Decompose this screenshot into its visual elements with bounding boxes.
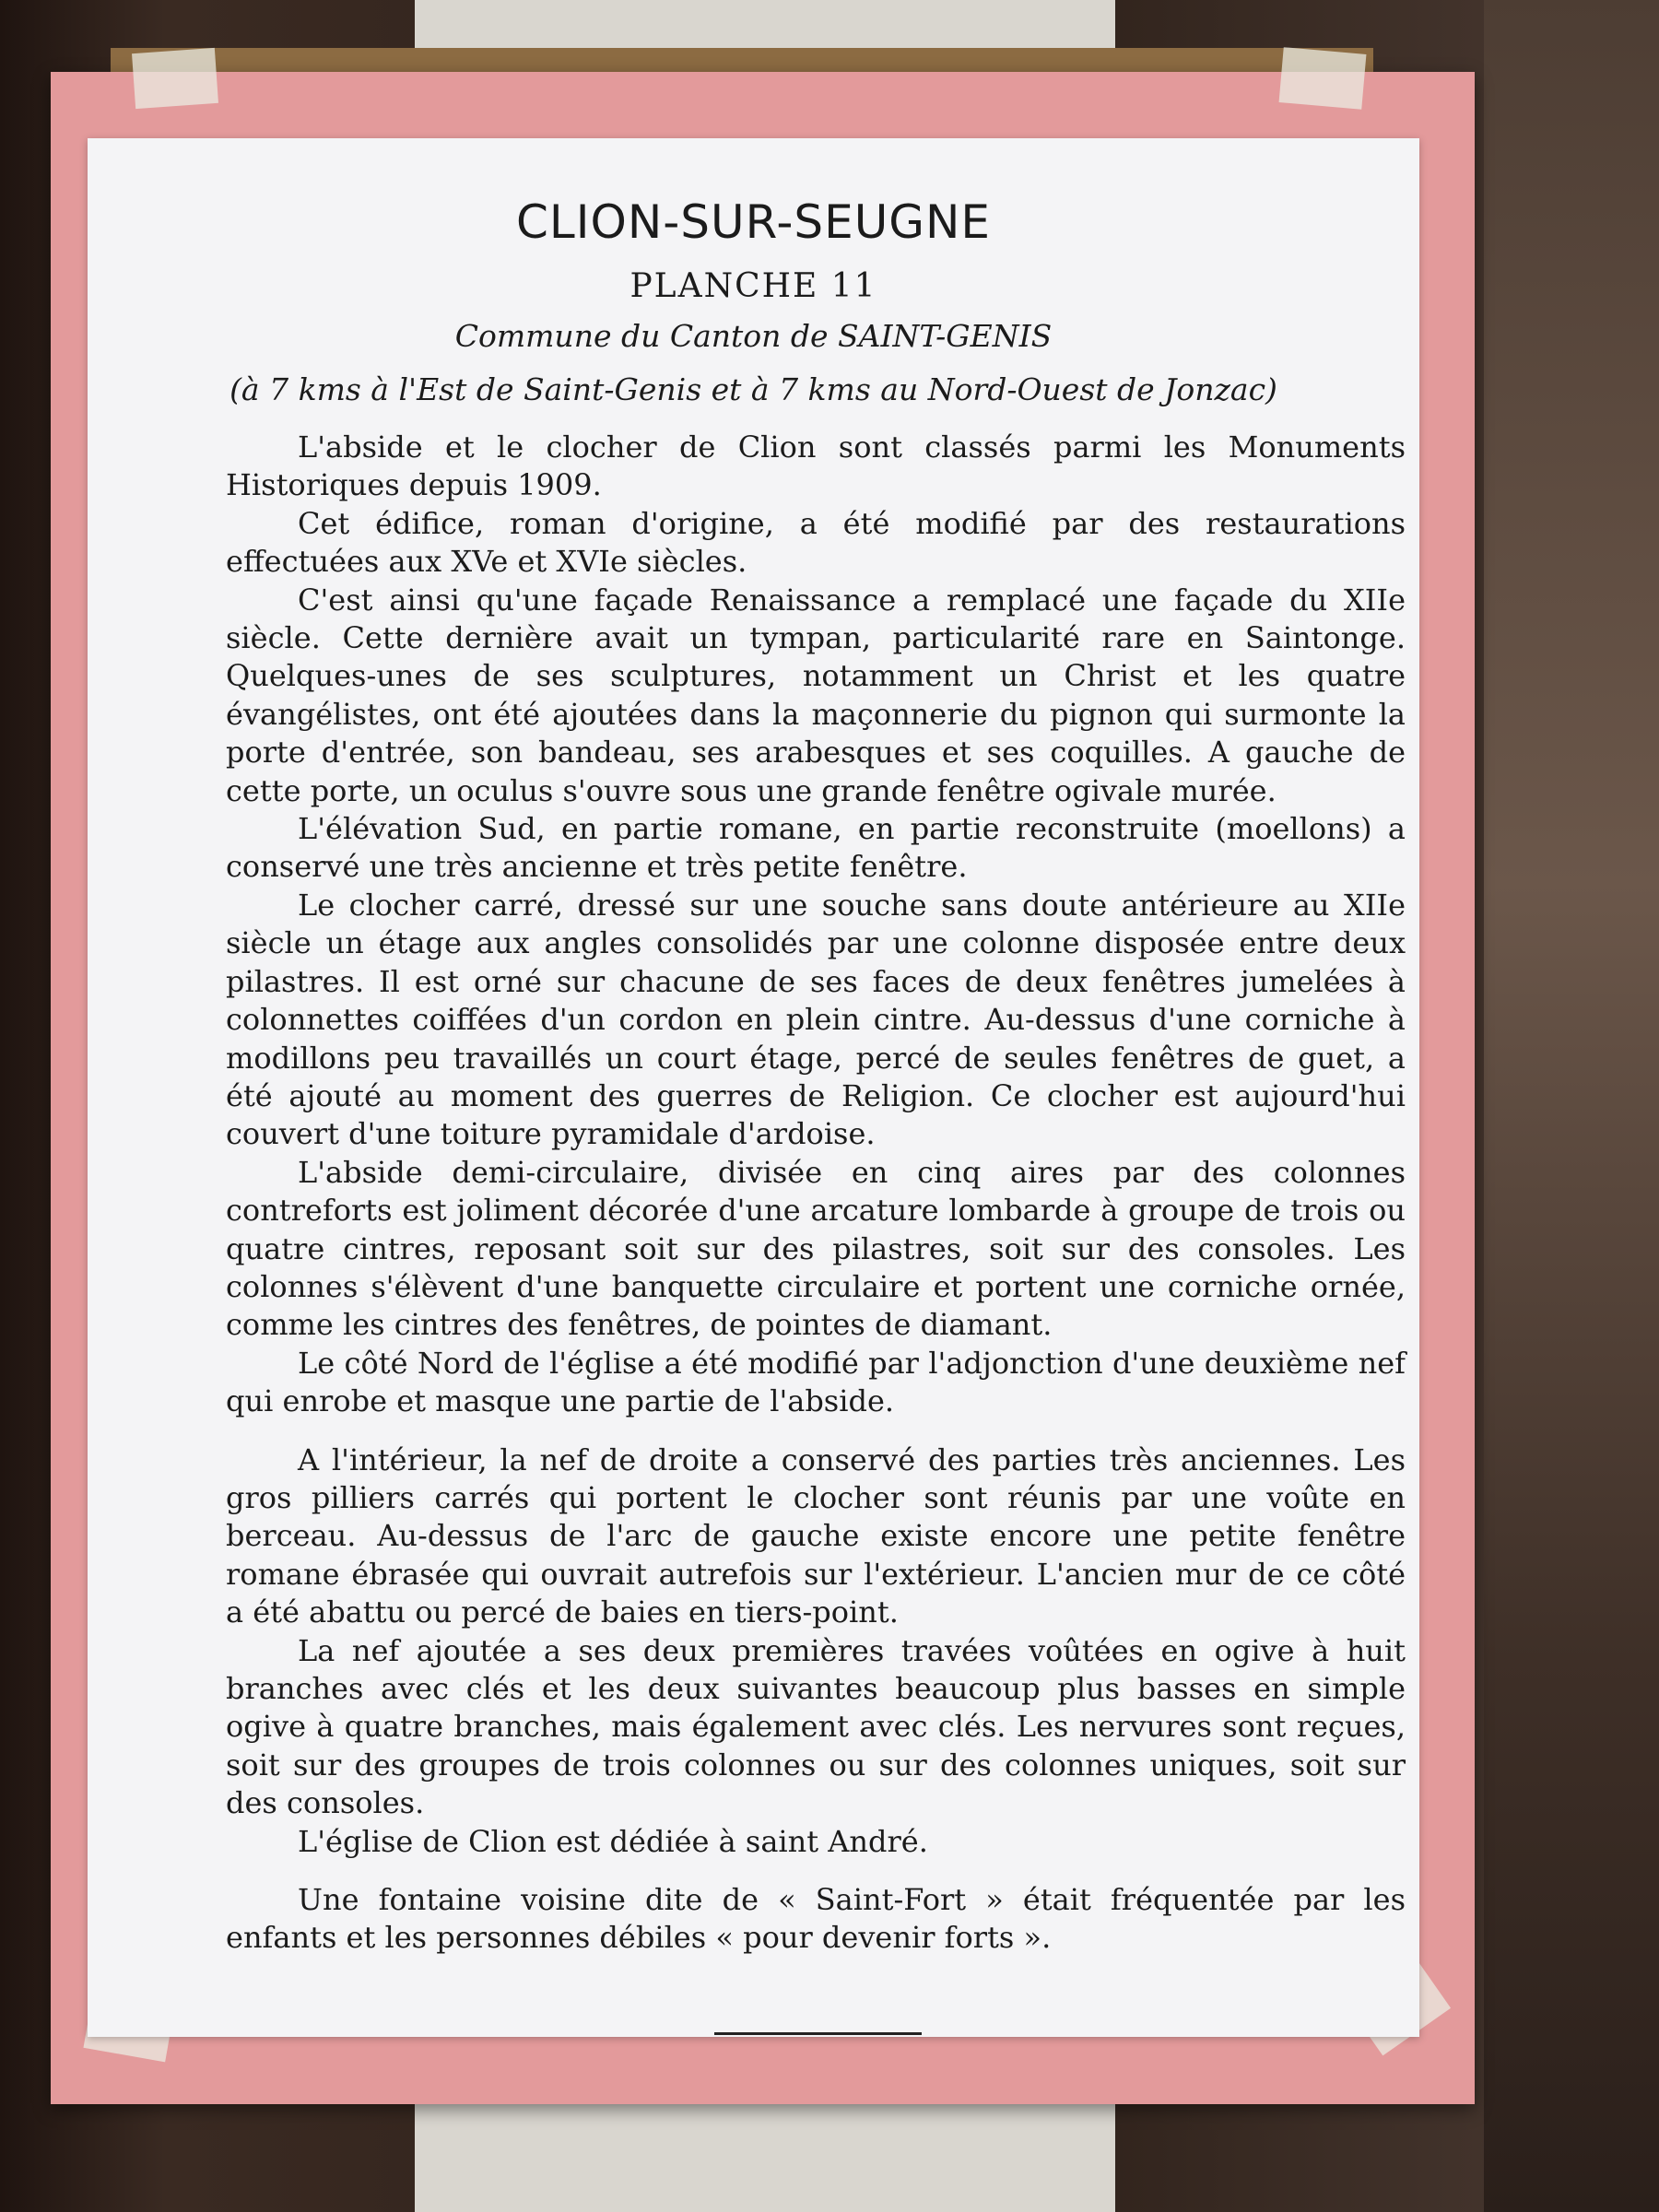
location-line: (à 7 kms à l'Est de Saint-Genis et à 7 kms au Nord-Ouest de Jonzac) <box>229 371 1277 407</box>
tape-strip <box>132 48 218 109</box>
plate-number: PLANCHE 11 <box>629 267 877 305</box>
paragraph-dedication: L'église de Clion est dédiée à saint André. <box>298 1823 928 1859</box>
paragraph-bell-tower: Le clocher carré, dressé sur une souche sans doute antérieure au XIIe siècle un étage aux angles consolidés par une colonne disposée entre deux pilastres. Il est orné sur chacune de ses faces de deux fenêtres jumelées à colonnettes coiffées d'un cordon en plein cintre. Au-dessus d'une corniche à modillons peu travaillés un court étage, percé de seules fenêtres de guet, a été ajouté au moment des guerres de Religion. Ce clocher est aujourd'hui couvert d'une toiture pyramidale d'ardoise. <box>226 887 1406 1152</box>
closing-rule <box>714 2032 922 2035</box>
paragraph-interior: A l'intérieur, la nef de droite a conservé des parties très anciennes. Les gros pilliers carrés qui portent le clocher sont réunis par une voûte en berceau. Au-dessus de l'arc de gauche existe encore une petite fenêtre romane ébrasée qui ouvrait autrefois sur l'extérieur. L'ancien mur de ce côté a été abattu ou percé de baies en tiers-point. <box>226 1441 1406 1630</box>
paragraph-facade: C'est ainsi qu'une façade Renaissance a remplacé une façade du XIIe siècle. Cette dernière avait un tympan, particularité rare en Saintonge. Quelques-unes de ses sculptures, notamment un Christ et les quatre évangélistes, ont été ajoutées dans la maçonnerie du pignon qui surmonte la porte d'entrée, son bandeau, ses arabesques et ses coquilles. A gauche de cette porte, un oculus s'ouvre sous une grande fenêtre ogivale murée. <box>226 582 1406 808</box>
poster-body <box>226 429 1406 1958</box>
background-wall <box>1484 0 1659 2212</box>
paragraph-south-elevation: L'élévation Sud, en partie romane, en partie reconstruite (moellons) a conservé une très ancienne et très petite fenêtre. <box>226 811 1406 885</box>
paragraph-fountain: Une fontaine voisine dite de « Saint-Fort » était fréquentée par les enfants et les personnes débiles « pour devenir forts ». <box>226 1882 1406 1956</box>
paragraph-monuments: L'abside et le clocher de Clion sont classés parmi les Monuments Historiques depuis 1909. <box>226 429 1406 503</box>
information-poster <box>88 138 1419 2037</box>
poster-title: CLION-SUR-SEUGNE <box>515 195 992 249</box>
paragraph-apse: L'abside demi-circulaire, divisée en cinq aires par des colonnes contreforts est joliment décorée d'une arcature lombarde à groupe de trois ou quatre cintres, reposant soit sur des pilastres, soit sur des consoles. Les colonnes s'élèvent d'une banquette circulaire et portent une corniche ornée, comme les cintres des fenêtres, de pointes de diamant. <box>226 1154 1406 1343</box>
commune-subtitle: Commune du Canton de SAINT-GENIS <box>454 318 1053 354</box>
paragraph-north-side: Le côté Nord de l'église a été modifié par l'adjonction d'une deuxième nef qui enrobe et masque une partie de l'abside. <box>226 1345 1406 1419</box>
tape-strip <box>1279 47 1367 110</box>
paragraph-added-nave: La nef ajoutée a ses deux premières travées voûtées en ogive à huit branches avec clés et les deux suivantes beaucoup plus basses en simple ogive à quatre branches, mais également avec clés. Les nervures sont reçues, soit sur des groupes de trois colonnes ou sur des colonnes uniques, soit sur des consoles. <box>226 1632 1406 1821</box>
paragraph-restorations: Cet édifice, roman d'origine, a été modifié par des restaurations effectuées aux XVe et XVIe siècles. <box>226 505 1406 580</box>
